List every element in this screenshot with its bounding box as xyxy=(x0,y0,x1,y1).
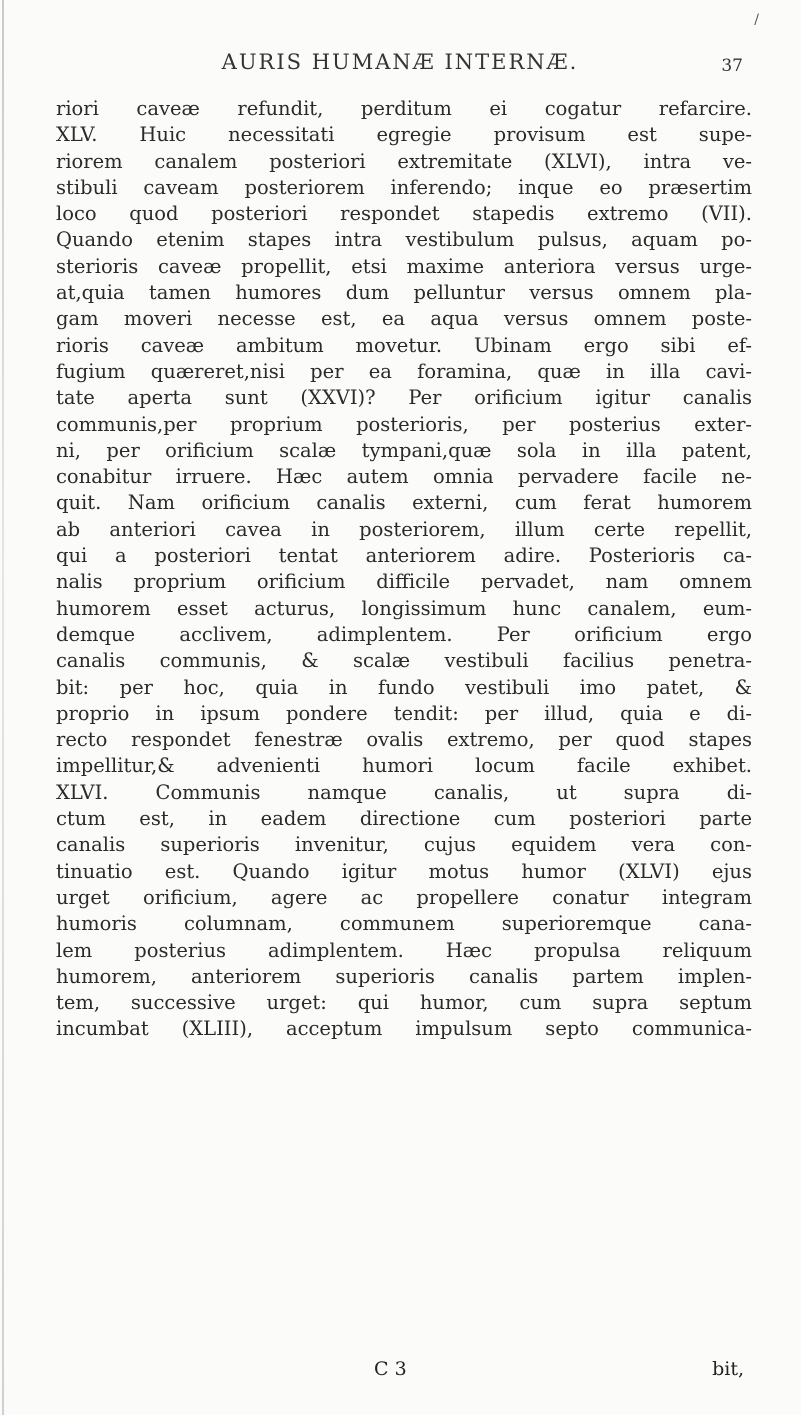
text-line: lem posterius adimplentem. Hæc propulsa reliquum xyxy=(56,938,752,962)
text-line: conabitur irruere. Hæc autem omnia pervadere facile ne- xyxy=(56,465,752,489)
text-line: ab anteriori cavea in posteriorem, illum certe repellit, xyxy=(56,517,752,541)
text-line: XLV. Huic necessitati egregie provisum est supe- xyxy=(56,123,752,147)
text-line: qui a posteriori tentat anteriorem adire. Posterioris ca- xyxy=(56,544,752,568)
text-line: demque acclivem, adimplentem. Per orificium ergo xyxy=(56,622,752,646)
text-line: tinuatio est. Quando igitur motus humor (XLVI) ejus xyxy=(56,859,752,883)
text-line: communis,per proprium posterioris, per posterius exter- xyxy=(56,412,752,436)
page-footer xyxy=(56,1358,752,1386)
text-line: humorem esset acturus, longissimum hunc canalem, eum- xyxy=(56,596,752,620)
text-line: loco quod posteriori respondet stapedis extremo (VII). xyxy=(56,202,752,226)
text-line: stibuli caveam posteriorem inferendo; inque eo præsertim xyxy=(56,175,752,199)
text-line: tem, successive urget: qui humor, cum supra septum xyxy=(56,991,752,1015)
text-line: at,quia tamen humores dum pelluntur versus omnem pla- xyxy=(56,281,752,305)
text-line: ctum est, in eadem directione cum posteriori parte xyxy=(56,807,752,831)
corner-mark: / xyxy=(754,12,759,28)
catchword: bit, xyxy=(712,1358,744,1380)
text-line: urget orificium, agere ac propellere conatur integram xyxy=(56,885,752,909)
text-line: bit: per hoc, quia in fundo vestibuli imo patet, & xyxy=(56,675,752,699)
body-text xyxy=(56,96,752,1043)
text-line: tate aperta sunt (XXVI)? Per orificium igitur canalis xyxy=(56,386,752,410)
text-line: incumbat (XLIII), acceptum impulsum septo communica- xyxy=(56,1017,752,1041)
text-line: riori caveæ refundit, perditum ei cogatur refarcire. xyxy=(56,97,752,120)
text-line: fugium quæreret,nisi per ea foramina, quæ in illa cavi- xyxy=(56,359,752,383)
text-line: canalis superioris invenitur, cujus equidem vera con- xyxy=(56,833,752,857)
text-line: proprio in ipsum pondere tendit: per illud, quia e di- xyxy=(56,701,752,725)
text-line: impellitur,& advenienti humori locum facile exhibet. xyxy=(56,754,752,778)
text-line: rioris caveæ ambitum movetur. Ubinam ergo sibi ef- xyxy=(56,333,752,357)
text-line: canalis communis, & scalæ vestibuli facilius penetra- xyxy=(56,649,752,673)
text-line: humoris columnam, communem superioremque cana- xyxy=(56,912,752,936)
running-title: AURIS HUMANÆ INTERNÆ. xyxy=(221,50,579,74)
text-line: ni, per orificium scalæ tympani,quæ sola in illa patent, xyxy=(56,438,752,462)
signature-mark: C 3 xyxy=(374,1358,407,1380)
text-line: XLVI. Communis namque canalis, ut supra di- xyxy=(56,780,752,804)
text-line: humorem, anteriorem superioris canalis partem implen- xyxy=(56,964,752,988)
page-number: 37 xyxy=(721,56,743,76)
text-line: recto respondet fenestræ ovalis extremo, per quod stapes xyxy=(56,728,752,752)
page-edge xyxy=(2,0,4,1415)
text-line: gam moveri necesse est, ea aqua versus omnem poste- xyxy=(56,307,752,331)
text-line: quit. Nam orificium canalis externi, cum ferat humorem xyxy=(56,491,752,515)
text-line: nalis proprium orificium difficile pervadet, nam omnem xyxy=(56,570,752,594)
text-line: Quando etenim stapes intra vestibulum pulsus, aquam po- xyxy=(56,228,752,252)
text-line: riorem canalem posteriori extremitate (XLVI), intra ve- xyxy=(56,149,752,173)
text-line: sterioris caveæ propellit, etsi maxime anteriora versus urge- xyxy=(56,254,752,278)
